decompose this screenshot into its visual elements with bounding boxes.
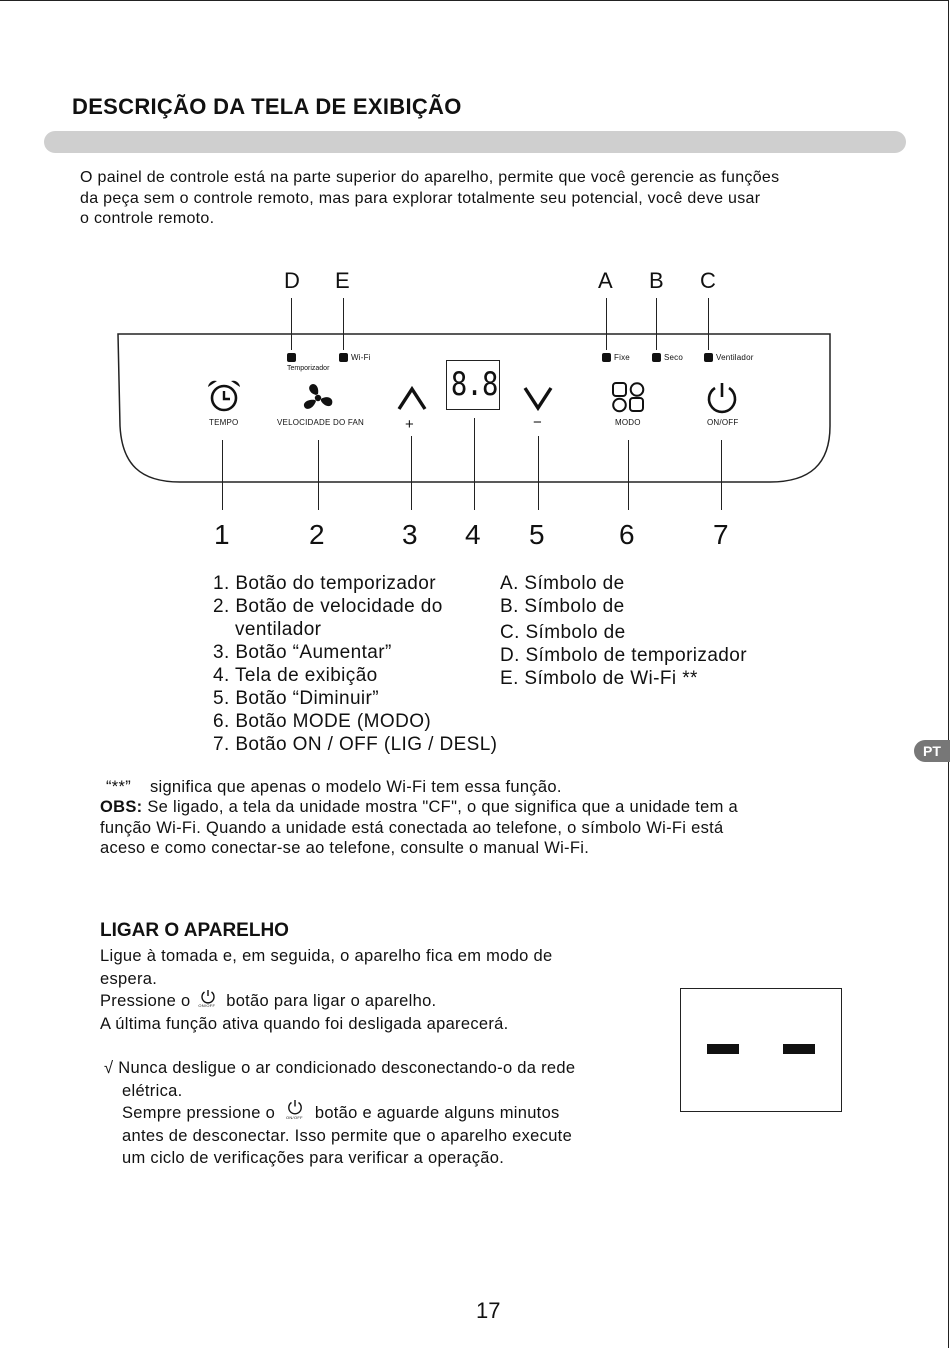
power-on-line-3a: Pressione o bbox=[100, 992, 191, 1010]
label-number-5: 5 bbox=[529, 519, 545, 550]
title-divider-bar bbox=[44, 131, 906, 153]
inline-power-icon-caption: ON/OFF bbox=[198, 1003, 216, 1008]
intro-line-3: o controle remoto. bbox=[80, 210, 215, 227]
fan-speed-button-label: VELOCIDADE DO FAN bbox=[277, 418, 364, 427]
tempo-button-label: TEMPO bbox=[209, 418, 239, 427]
note-stars: “**” bbox=[106, 778, 132, 796]
legend-item-2: 2. Botão de velocidade do bbox=[213, 596, 443, 617]
page-title: DESCRIÇÃO DA TELA DE EXIBIÇÃO bbox=[72, 94, 462, 119]
wifi-indicator-led bbox=[339, 353, 348, 362]
obs-label: OBS: bbox=[100, 798, 143, 816]
connector-line-7 bbox=[721, 440, 722, 510]
power-on-line-4: A última função ativa quando foi desligada aparecerá. bbox=[100, 1014, 509, 1033]
minus-label: − bbox=[533, 414, 542, 431]
onoff-button-label: ON/OFF bbox=[707, 418, 739, 427]
legend-item-4: 4. Tela de exibição bbox=[213, 665, 378, 686]
plus-label: + bbox=[405, 416, 414, 433]
ventilador-indicator-led bbox=[704, 353, 713, 362]
obs-line-1-text: Se ligado, a tela da unidade mostra "CF", o que significa que a unidade tem a bbox=[142, 798, 739, 816]
inline-power-icon-2 bbox=[280, 1102, 310, 1120]
page-frame-right bbox=[948, 0, 949, 1348]
legend-lettered-list bbox=[500, 572, 747, 690]
display-digits: 8.8 bbox=[450, 365, 498, 403]
warning-line-3 bbox=[104, 1102, 575, 1125]
standby-dash-right bbox=[783, 1044, 815, 1054]
label-letter-e: E bbox=[335, 268, 350, 293]
warning-line-1-text: Nunca desligue o ar condicionado desconectando-o da rede bbox=[118, 1059, 576, 1077]
legend-item-2-cont: ventilador bbox=[235, 619, 322, 640]
connector-line-e bbox=[343, 298, 344, 350]
connector-line-d bbox=[291, 298, 292, 350]
label-letter-a: A bbox=[598, 268, 613, 293]
page-number: 17 bbox=[476, 1298, 501, 1323]
warning-line-3b: botão e aguarde alguns minutos bbox=[314, 1104, 560, 1122]
digital-display bbox=[446, 360, 500, 410]
fixe-indicator-label: Fixe bbox=[614, 353, 630, 362]
connector-line-1 bbox=[222, 440, 223, 510]
label-letter-c: C bbox=[700, 268, 716, 293]
label-number-2: 2 bbox=[309, 519, 325, 550]
label-number-4: 4 bbox=[465, 519, 481, 550]
fan-icon[interactable] bbox=[298, 380, 338, 416]
label-number-7: 7 bbox=[713, 519, 729, 550]
connector-line-a bbox=[606, 298, 607, 350]
mode-icon[interactable] bbox=[610, 380, 646, 414]
wifi-indicator-label: Wi-Fi bbox=[351, 353, 371, 362]
chevron-down-icon[interactable] bbox=[522, 384, 554, 412]
standby-dash-left bbox=[707, 1044, 739, 1054]
warning-line-5: um ciclo de verificações para verificar a operação. bbox=[122, 1149, 505, 1167]
timer-indicator-led bbox=[287, 353, 296, 362]
label-letter-d: D bbox=[284, 268, 300, 293]
power-on-line-2: espera. bbox=[100, 969, 158, 988]
note-stars-line bbox=[106, 777, 562, 798]
fixe-indicator-led bbox=[602, 353, 611, 362]
power-on-line-3 bbox=[100, 990, 553, 1013]
connector-line-3 bbox=[411, 436, 412, 510]
intro-line-1: O painel de controle está na parte superior do aparelho, permite que você gerencie as funções bbox=[80, 169, 780, 186]
warning-line-3a: Sempre pressione o bbox=[122, 1104, 276, 1122]
page-frame-top bbox=[0, 0, 948, 1]
legend-item-a: A. Símbolo de bbox=[500, 573, 625, 594]
label-letter-b: B bbox=[649, 268, 664, 293]
intro-line-2: da peça sem o controle remoto, mas para explorar totalmente seu potencial, você deve usar bbox=[80, 189, 761, 207]
label-number-3: 3 bbox=[402, 519, 418, 550]
warning-line-2: elétrica. bbox=[122, 1081, 183, 1100]
power-on-line-3b: botão para ligar o aparelho. bbox=[226, 992, 437, 1010]
legend-numbered-list bbox=[213, 572, 497, 756]
legend-item-c: C. Símbolo de bbox=[500, 622, 626, 643]
legend-item-e: E. Símbolo de Wi-Fi ** bbox=[500, 668, 698, 689]
language-tab-pt: PT bbox=[914, 740, 950, 762]
legend-item-d: D. Símbolo de temporizador bbox=[500, 645, 747, 666]
connector-line-4 bbox=[474, 418, 475, 510]
power-on-line-1: Ligue à tomada e, em seguida, o aparelho fica em modo de bbox=[100, 947, 553, 965]
warning-paragraph bbox=[104, 1057, 575, 1170]
connector-line-2 bbox=[318, 440, 319, 510]
obs-paragraph bbox=[100, 797, 738, 859]
label-number-1: 1 bbox=[214, 519, 230, 550]
connector-line-6 bbox=[628, 440, 629, 510]
mode-button-label: MODO bbox=[615, 418, 641, 427]
power-on-title: LIGAR O APARELHO bbox=[100, 920, 289, 941]
legend-item-1: 1. Botão do temporizador bbox=[213, 573, 436, 594]
legend-item-7: 7. Botão ON / OFF (LIG / DESL) bbox=[213, 734, 498, 755]
obs-line-1 bbox=[100, 797, 738, 818]
ventilador-indicator-label: Ventilador bbox=[716, 353, 754, 362]
warning-line-1 bbox=[104, 1057, 575, 1080]
power-on-paragraph bbox=[100, 945, 553, 1035]
connector-line-c bbox=[708, 298, 709, 350]
chevron-up-icon[interactable] bbox=[396, 384, 428, 412]
connector-line-5 bbox=[538, 436, 539, 510]
note-stars-text: significa que apenas o modelo Wi-Fi tem essa função. bbox=[149, 778, 562, 796]
inline-power-icon-2-caption: ON/OFF bbox=[285, 1115, 303, 1120]
legend-item-3: 3. Botão “Aumentar” bbox=[213, 642, 392, 663]
alarm-clock-icon[interactable] bbox=[204, 378, 244, 414]
connector-line-b bbox=[656, 298, 657, 350]
seco-indicator-label: Seco bbox=[664, 353, 684, 362]
obs-line-2: função Wi-Fi. Quando a unidade está conectada ao telefone, o símbolo Wi-Fi está bbox=[100, 818, 724, 837]
standby-display-illustration bbox=[680, 988, 842, 1112]
legend-item-b: B. Símbolo de bbox=[500, 596, 625, 617]
label-number-6: 6 bbox=[619, 519, 635, 550]
legend-item-5: 5. Botão “Diminuir” bbox=[213, 688, 379, 709]
timer-indicator-label: Temporizador bbox=[287, 365, 330, 372]
intro-paragraph bbox=[80, 168, 779, 230]
seco-indicator-led bbox=[652, 353, 661, 362]
obs-line-3: aceso e como conectar-se ao telefone, consulte o manual Wi-Fi. bbox=[100, 839, 590, 857]
warning-check-mark: √ bbox=[104, 1059, 114, 1077]
inline-power-icon bbox=[195, 990, 221, 1008]
power-icon[interactable] bbox=[704, 380, 740, 416]
legend-item-6: 6. Botão MODE (MODO) bbox=[213, 711, 432, 732]
warning-line-4: antes de desconectar. Isso permite que o aparelho execute bbox=[122, 1126, 573, 1145]
